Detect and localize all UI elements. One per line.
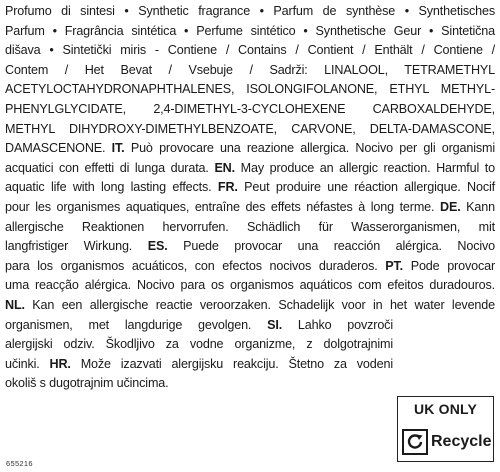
text-line: pour les organismes aquatiques, entraîne des effets néfastes à long terme. DE. Kann <box>5 199 495 214</box>
text-line: DAMASCENONE. IT. Può provocare una reazione allergica. Nocivo per gli organismi <box>5 141 496 156</box>
text-line: učinki. HR. Može izazvati alergijsku reakciju. Štetno za vodeni <box>5 356 393 371</box>
language-code-pt: PT. <box>385 258 404 273</box>
text-line: acquatici con effetti di lunga durata. EN. May produce an allergic reaction. Harmful to <box>5 160 496 175</box>
text-line: METHYL DIHYDROXY-DIMETHYLBENZOATE, CARVONE, DELTA-DAMASCONE, <box>5 121 495 136</box>
text-line: uma reacção alérgica. Nocivo para os organismos aquáticos com efeitos duradouros. <box>5 278 495 293</box>
recycle-label: Recycle <box>431 433 492 450</box>
language-code-en: EN. <box>214 160 235 175</box>
text-line: Parfum • Fragrância sintética • Perfume sintético • Synthetische Geur • Sintetična <box>5 23 495 38</box>
text-line: okoliš s dugotrajnim učincima. <box>5 376 169 391</box>
language-code-hr: HR. <box>49 356 71 371</box>
text-line: langfristiger Wirkung. ES. Puede provocar una reacción alérgica. Nocivo <box>5 239 495 254</box>
text-line: Contem / Het Bevat / Vsebuje / Sadrži: LINALOOL, TETRAMETHYL <box>5 62 495 77</box>
text-line: organismen, met langdurige gevolgen. SI. Lahko povzroči <box>5 317 393 332</box>
language-code-fr: FR. <box>217 180 238 195</box>
language-code-nl: NL. <box>5 297 25 312</box>
text-line: ACETYLOCTAHYDRONAPHTHALENES, ISOLONGIFOLANONE, ETHYL METHYL- <box>5 82 495 97</box>
recycle-row <box>402 428 492 456</box>
recycle-arrow-icon <box>402 429 428 455</box>
text-line: dišava • Sintetički miris - Contiene / Contains / Contient / Enthält / Contiene / <box>5 43 495 58</box>
text-line: aquatic life with long lasting effects. FR. Peut produire une réaction allergique. Nocif <box>5 180 495 195</box>
product-code: 655216 <box>6 459 33 468</box>
language-code-de: DE. <box>440 199 461 214</box>
ingredient-warning-text <box>5 2 495 394</box>
uk-recycle-badge <box>397 396 494 462</box>
text-line: para los organismos acuáticos, con efectos nocivos duraderos. PT. Pode provocar <box>5 258 495 273</box>
language-code-it: IT. <box>111 141 125 156</box>
text-line: Profumo di sintesi • Synthetic fragrance • Parfum de synthèse • Synthetisches <box>5 4 495 18</box>
uk-only-label: UK ONLY <box>413 401 478 417</box>
text-line: allergische Reaktionen hervorrufen. Schädlich für Wasserorganismen, mit <box>5 219 495 234</box>
language-code-es: ES. <box>147 239 168 254</box>
text-line: PHENYLGLYCIDATE, 2,4-DIMETHYL-3-CYCLOHEXENE CARBOXALDEHYDE, <box>5 101 495 116</box>
text-line: NL. Kan een allergische reactie veroorzaken. Schadelijk voor in het water levende <box>5 297 495 312</box>
language-code-si: SI. <box>267 317 283 332</box>
text-line: alergijski odziv. Škodljivo za vodne organizme, z dolgotrajnimi <box>5 337 393 352</box>
